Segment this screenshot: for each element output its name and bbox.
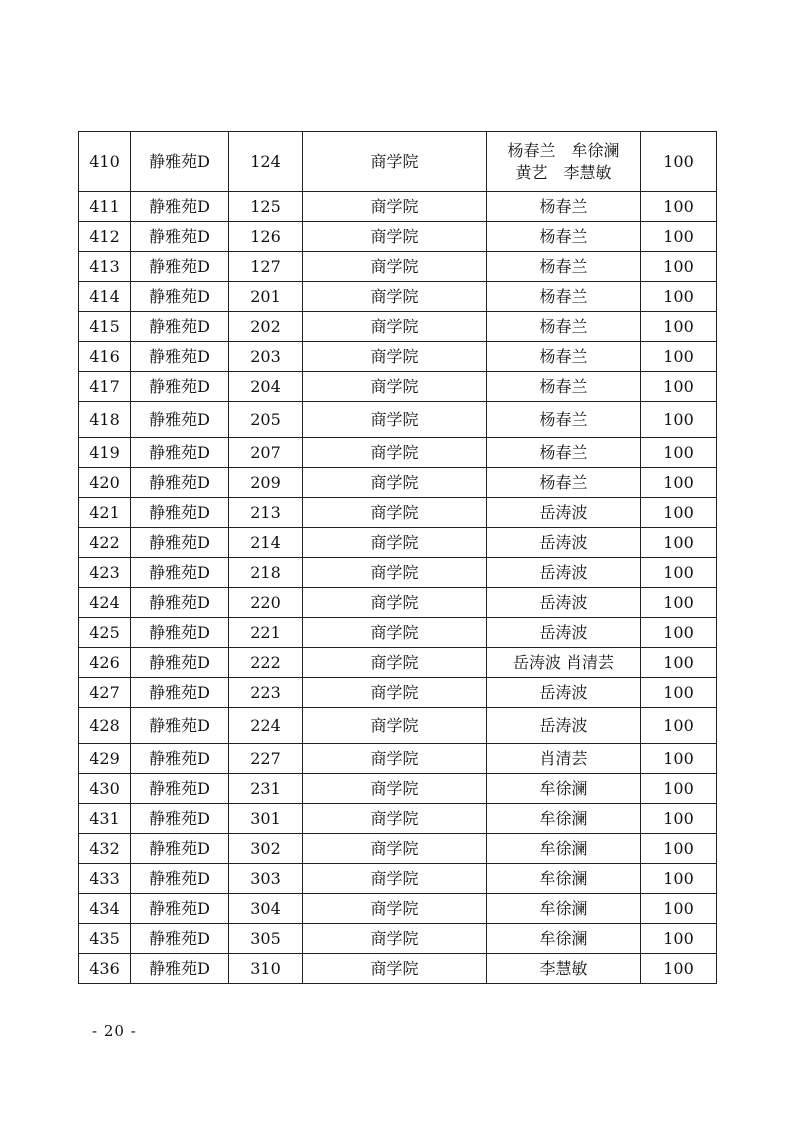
table-row (79, 774, 717, 804)
room-cell: 125 (229, 192, 303, 222)
score-cell: 100 (641, 342, 717, 372)
staff-cell (487, 894, 641, 924)
building-cell: 静雅苑D (131, 498, 229, 528)
staff-name: 岳涛波 (539, 532, 588, 552)
room-cell: 303 (229, 864, 303, 894)
college-cell: 商学院 (303, 192, 487, 222)
score-cell: 100 (641, 618, 717, 648)
room-cell: 213 (229, 498, 303, 528)
building-cell: 静雅苑D (131, 468, 229, 498)
row-number-cell: 425 (79, 618, 131, 648)
building-cell: 静雅苑D (131, 924, 229, 954)
row-number-cell: 426 (79, 648, 131, 678)
room-cell: 205 (229, 402, 303, 438)
building-cell: 静雅苑D (131, 618, 229, 648)
staff-name: 李慧敏 (539, 958, 588, 978)
college-cell: 商学院 (303, 312, 487, 342)
row-number-cell: 419 (79, 438, 131, 468)
staff-name: 肖清芸 (539, 748, 588, 768)
table-row (79, 438, 717, 468)
room-cell: 220 (229, 588, 303, 618)
building-cell: 静雅苑D (131, 678, 229, 708)
staff-name: 黄艺 李慧敏 (515, 162, 612, 182)
staff-cell (487, 402, 641, 438)
staff-cell (487, 252, 641, 282)
table-row (79, 468, 717, 498)
table-row (79, 558, 717, 588)
table-row (79, 588, 717, 618)
score-cell: 100 (641, 774, 717, 804)
table-row (79, 132, 717, 192)
score-cell: 100 (641, 924, 717, 954)
table-row (79, 528, 717, 558)
staff-name: 杨春兰 (539, 196, 588, 216)
row-number-cell: 424 (79, 588, 131, 618)
table-row (79, 192, 717, 222)
staff-name: 岳涛波 (539, 562, 588, 582)
staff-cell (487, 528, 641, 558)
room-cell: 209 (229, 468, 303, 498)
score-cell: 100 (641, 132, 717, 192)
table-row (79, 372, 717, 402)
room-cell: 227 (229, 744, 303, 774)
score-cell: 100 (641, 678, 717, 708)
row-number-cell: 427 (79, 678, 131, 708)
staff-name: 杨春兰 (539, 286, 588, 306)
room-cell: 204 (229, 372, 303, 402)
score-cell: 100 (641, 438, 717, 468)
row-number-cell: 423 (79, 558, 131, 588)
table-row (79, 834, 717, 864)
table-row (79, 924, 717, 954)
building-cell: 静雅苑D (131, 804, 229, 834)
building-cell: 静雅苑D (131, 648, 229, 678)
table-row (79, 618, 717, 648)
table-body (79, 132, 717, 984)
score-cell: 100 (641, 648, 717, 678)
row-number-cell: 428 (79, 708, 131, 744)
building-cell: 静雅苑D (131, 528, 229, 558)
staff-name: 牟徐澜 (539, 898, 588, 918)
room-cell: 201 (229, 282, 303, 312)
table-row (79, 498, 717, 528)
score-cell: 100 (641, 708, 717, 744)
staff-name: 岳涛波 (539, 592, 588, 612)
staff-cell (487, 804, 641, 834)
score-cell: 100 (641, 282, 717, 312)
page-number: - 20 - (92, 1022, 137, 1040)
staff-cell (487, 708, 641, 744)
room-cell: 126 (229, 222, 303, 252)
staff-cell (487, 678, 641, 708)
row-number-cell: 420 (79, 468, 131, 498)
room-cell: 302 (229, 834, 303, 864)
staff-cell (487, 864, 641, 894)
staff-cell (487, 282, 641, 312)
building-cell: 静雅苑D (131, 132, 229, 192)
score-cell: 100 (641, 834, 717, 864)
room-cell: 223 (229, 678, 303, 708)
score-cell: 100 (641, 468, 717, 498)
staff-name: 岳涛波 (539, 715, 588, 735)
score-cell: 100 (641, 894, 717, 924)
building-cell: 静雅苑D (131, 558, 229, 588)
staff-cell (487, 132, 641, 192)
building-cell: 静雅苑D (131, 312, 229, 342)
row-number-cell: 422 (79, 528, 131, 558)
staff-name: 牟徐澜 (539, 778, 588, 798)
score-cell: 100 (641, 744, 717, 774)
college-cell: 商学院 (303, 618, 487, 648)
staff-name: 岳涛波 (539, 502, 588, 522)
table-row (79, 954, 717, 984)
row-number-cell: 433 (79, 864, 131, 894)
room-cell: 305 (229, 924, 303, 954)
row-number-cell: 429 (79, 744, 131, 774)
score-cell: 100 (641, 372, 717, 402)
room-cell: 214 (229, 528, 303, 558)
room-cell: 224 (229, 708, 303, 744)
score-cell: 100 (641, 954, 717, 984)
building-cell: 静雅苑D (131, 402, 229, 438)
college-cell: 商学院 (303, 588, 487, 618)
staff-cell (487, 954, 641, 984)
college-cell: 商学院 (303, 342, 487, 372)
score-cell: 100 (641, 222, 717, 252)
staff-name: 杨春兰 (539, 376, 588, 396)
staff-cell (487, 618, 641, 648)
building-cell: 静雅苑D (131, 252, 229, 282)
college-cell: 商学院 (303, 834, 487, 864)
room-cell: 218 (229, 558, 303, 588)
room-cell: 127 (229, 252, 303, 282)
building-cell: 静雅苑D (131, 834, 229, 864)
staff-cell (487, 588, 641, 618)
table-row (79, 648, 717, 678)
row-number-cell: 418 (79, 402, 131, 438)
room-cell: 202 (229, 312, 303, 342)
row-number-cell: 436 (79, 954, 131, 984)
table-row (79, 252, 717, 282)
college-cell: 商学院 (303, 498, 487, 528)
staff-name: 牟徐澜 (539, 808, 588, 828)
staff-name: 杨春兰 (539, 346, 588, 366)
college-cell: 商学院 (303, 252, 487, 282)
row-number-cell: 411 (79, 192, 131, 222)
building-cell: 静雅苑D (131, 708, 229, 744)
staff-cell (487, 342, 641, 372)
staff-name: 岳涛波 肖清芸 (512, 652, 615, 672)
table-row (79, 804, 717, 834)
row-number-cell: 421 (79, 498, 131, 528)
inspection-table (78, 131, 717, 984)
building-cell: 静雅苑D (131, 588, 229, 618)
staff-cell (487, 774, 641, 804)
building-cell: 静雅苑D (131, 438, 229, 468)
college-cell: 商学院 (303, 804, 487, 834)
table-row (79, 402, 717, 438)
room-cell: 221 (229, 618, 303, 648)
row-number-cell: 434 (79, 894, 131, 924)
row-number-cell: 432 (79, 834, 131, 864)
building-cell: 静雅苑D (131, 372, 229, 402)
college-cell: 商学院 (303, 678, 487, 708)
staff-name: 杨春兰 (539, 226, 588, 246)
staff-name: 岳涛波 (539, 622, 588, 642)
college-cell: 商学院 (303, 372, 487, 402)
college-cell: 商学院 (303, 132, 487, 192)
score-cell: 100 (641, 252, 717, 282)
table-row (79, 312, 717, 342)
college-cell: 商学院 (303, 924, 487, 954)
college-cell: 商学院 (303, 648, 487, 678)
college-cell: 商学院 (303, 954, 487, 984)
score-cell: 100 (641, 402, 717, 438)
staff-cell (487, 192, 641, 222)
college-cell: 商学院 (303, 528, 487, 558)
building-cell: 静雅苑D (131, 864, 229, 894)
room-cell: 231 (229, 774, 303, 804)
college-cell: 商学院 (303, 222, 487, 252)
table-row (79, 864, 717, 894)
row-number-cell: 430 (79, 774, 131, 804)
row-number-cell: 431 (79, 804, 131, 834)
staff-name: 牟徐澜 (539, 868, 588, 888)
staff-cell (487, 648, 641, 678)
building-cell: 静雅苑D (131, 954, 229, 984)
row-number-cell: 413 (79, 252, 131, 282)
staff-cell (487, 558, 641, 588)
score-cell: 100 (641, 192, 717, 222)
staff-cell (487, 222, 641, 252)
table-row (79, 282, 717, 312)
building-cell: 静雅苑D (131, 774, 229, 804)
score-cell: 100 (641, 558, 717, 588)
row-number-cell: 435 (79, 924, 131, 954)
row-number-cell: 412 (79, 222, 131, 252)
row-number-cell: 410 (79, 132, 131, 192)
room-cell: 310 (229, 954, 303, 984)
staff-name: 杨春兰 (539, 472, 588, 492)
building-cell: 静雅苑D (131, 894, 229, 924)
room-cell: 203 (229, 342, 303, 372)
room-cell: 304 (229, 894, 303, 924)
staff-name: 牟徐澜 (539, 838, 588, 858)
table-row (79, 678, 717, 708)
table-row (79, 894, 717, 924)
building-cell: 静雅苑D (131, 192, 229, 222)
room-cell: 222 (229, 648, 303, 678)
college-cell: 商学院 (303, 894, 487, 924)
college-cell: 商学院 (303, 282, 487, 312)
score-cell: 100 (641, 804, 717, 834)
table-row (79, 744, 717, 774)
staff-name: 杨春兰 (539, 256, 588, 276)
staff-name: 牟徐澜 (539, 928, 588, 948)
staff-name: 杨春兰 (539, 442, 588, 462)
staff-name: 岳涛波 (539, 682, 588, 702)
college-cell: 商学院 (303, 438, 487, 468)
staff-name: 杨春兰 (539, 316, 588, 336)
score-cell: 100 (641, 528, 717, 558)
staff-cell (487, 468, 641, 498)
row-number-cell: 415 (79, 312, 131, 342)
score-cell: 100 (641, 498, 717, 528)
room-cell: 124 (229, 132, 303, 192)
score-cell: 100 (641, 312, 717, 342)
college-cell: 商学院 (303, 468, 487, 498)
college-cell: 商学院 (303, 558, 487, 588)
staff-name: 杨春兰 牟徐澜 (507, 140, 620, 160)
staff-name: 杨春兰 (539, 409, 588, 429)
building-cell: 静雅苑D (131, 282, 229, 312)
building-cell: 静雅苑D (131, 222, 229, 252)
college-cell: 商学院 (303, 402, 487, 438)
staff-cell (487, 924, 641, 954)
college-cell: 商学院 (303, 864, 487, 894)
row-number-cell: 416 (79, 342, 131, 372)
staff-cell (487, 834, 641, 864)
staff-cell (487, 744, 641, 774)
building-cell: 静雅苑D (131, 744, 229, 774)
staff-cell (487, 372, 641, 402)
room-cell: 207 (229, 438, 303, 468)
score-cell: 100 (641, 588, 717, 618)
room-cell: 301 (229, 804, 303, 834)
building-cell: 静雅苑D (131, 342, 229, 372)
row-number-cell: 417 (79, 372, 131, 402)
college-cell: 商学院 (303, 708, 487, 744)
college-cell: 商学院 (303, 744, 487, 774)
staff-cell (487, 312, 641, 342)
college-cell: 商学院 (303, 774, 487, 804)
table-row (79, 708, 717, 744)
row-number-cell: 414 (79, 282, 131, 312)
table-row (79, 222, 717, 252)
staff-cell (487, 498, 641, 528)
staff-cell (487, 438, 641, 468)
score-cell: 100 (641, 864, 717, 894)
table-row (79, 342, 717, 372)
